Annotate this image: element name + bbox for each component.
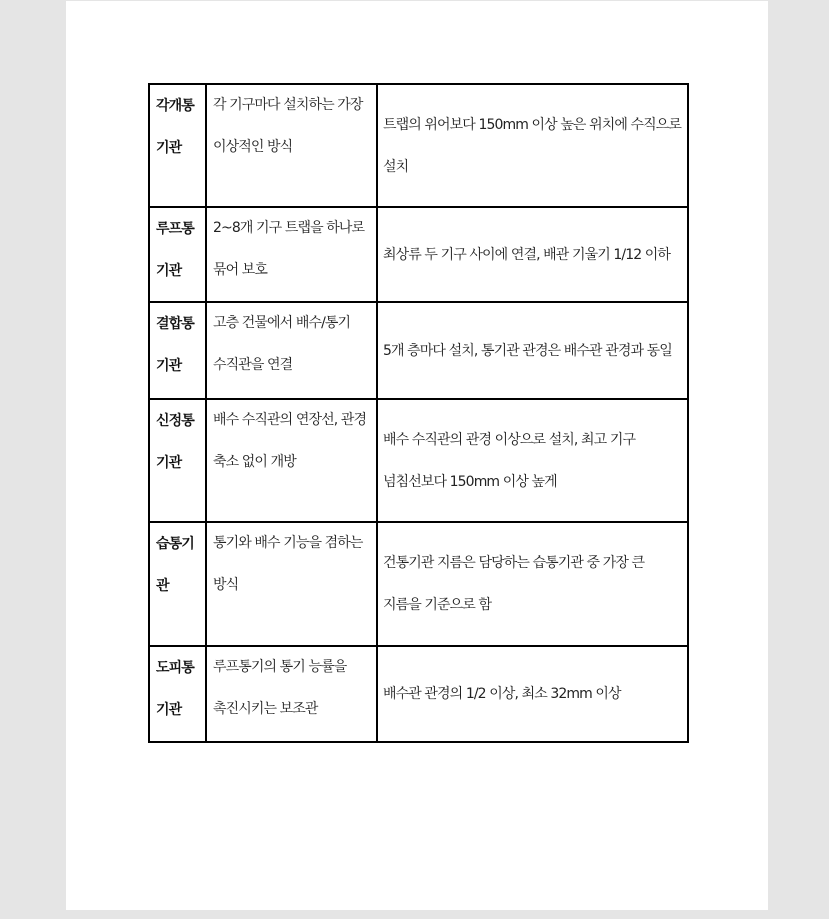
table-row: [149, 207, 688, 302]
table-row: [149, 399, 688, 522]
requirement-text: 건통기관 지름은 담당하는 습통기관 중 가장 큰 지름을 기준으로 함: [383, 555, 645, 613]
purpose-text: 루프통기의 통기 능률을 촉진시키는 보조관: [213, 659, 347, 717]
table-row: [149, 646, 688, 742]
purpose-text: 각 기구마다 설치하는 가장 이상적인 방식: [213, 97, 363, 155]
requirement-cell: [377, 302, 688, 399]
vent-type-cell: [149, 302, 206, 399]
purpose-cell: [206, 522, 377, 646]
purpose-text: 2~8개 기구 트랩을 하나로 묶어 보호: [213, 220, 365, 278]
purpose-cell: [206, 399, 377, 522]
requirement-text: 배수 수직관의 관경 이상으로 설치, 최고 기구 넘침선보다 150mm 이상 높게: [383, 431, 636, 490]
requirement-cell: [377, 84, 688, 207]
vent-type-cell: [149, 522, 206, 646]
purpose-text: 고층 건물에서 배수/통기 수직관을 연결: [213, 315, 351, 373]
vent-type-name: 습통기관: [156, 536, 194, 594]
requirement-cell: [377, 522, 688, 646]
requirement-text: 트랩의 위어보다 150mm 이상 높은 위치에 수직으로 설치: [383, 116, 682, 175]
vent-pipe-table: [148, 83, 689, 743]
requirement-text: 최상류 두 기구 사이에 연결, 배관 기울기 1/12 이하: [383, 246, 671, 263]
purpose-text: 통기와 배수 기능을 겸하는 방식: [213, 535, 363, 593]
purpose-text: 배수 수직관의 연장선, 관경 축소 없이 개방: [213, 412, 367, 470]
purpose-cell: [206, 84, 377, 207]
requirement-text: 배수관 관경의 1/2 이상, 최소 32mm 이상: [383, 686, 621, 702]
purpose-cell: [206, 646, 377, 742]
purpose-cell: [206, 302, 377, 399]
requirement-text: 5개 층마다 설치, 통기관 관경은 배수관 관경과 동일: [383, 342, 672, 359]
table-row: [149, 522, 688, 646]
requirement-cell: [377, 646, 688, 742]
table-row: [149, 302, 688, 399]
vent-type-cell: [149, 84, 206, 207]
vent-type-cell: [149, 207, 206, 302]
requirement-cell: [377, 399, 688, 522]
vent-type-name: 각개통기관: [156, 98, 194, 156]
vent-type-name: 결합통기관: [156, 316, 194, 374]
vent-type-name: 루프통기관: [156, 221, 194, 279]
vent-type-cell: [149, 646, 206, 742]
vent-type-name: 도피통기관: [156, 660, 194, 718]
vent-type-name: 신정통기관: [156, 413, 194, 471]
vent-type-cell: [149, 399, 206, 522]
requirement-cell: [377, 207, 688, 302]
table-row: [149, 84, 688, 207]
purpose-cell: [206, 207, 377, 302]
document-page: [66, 1, 768, 910]
